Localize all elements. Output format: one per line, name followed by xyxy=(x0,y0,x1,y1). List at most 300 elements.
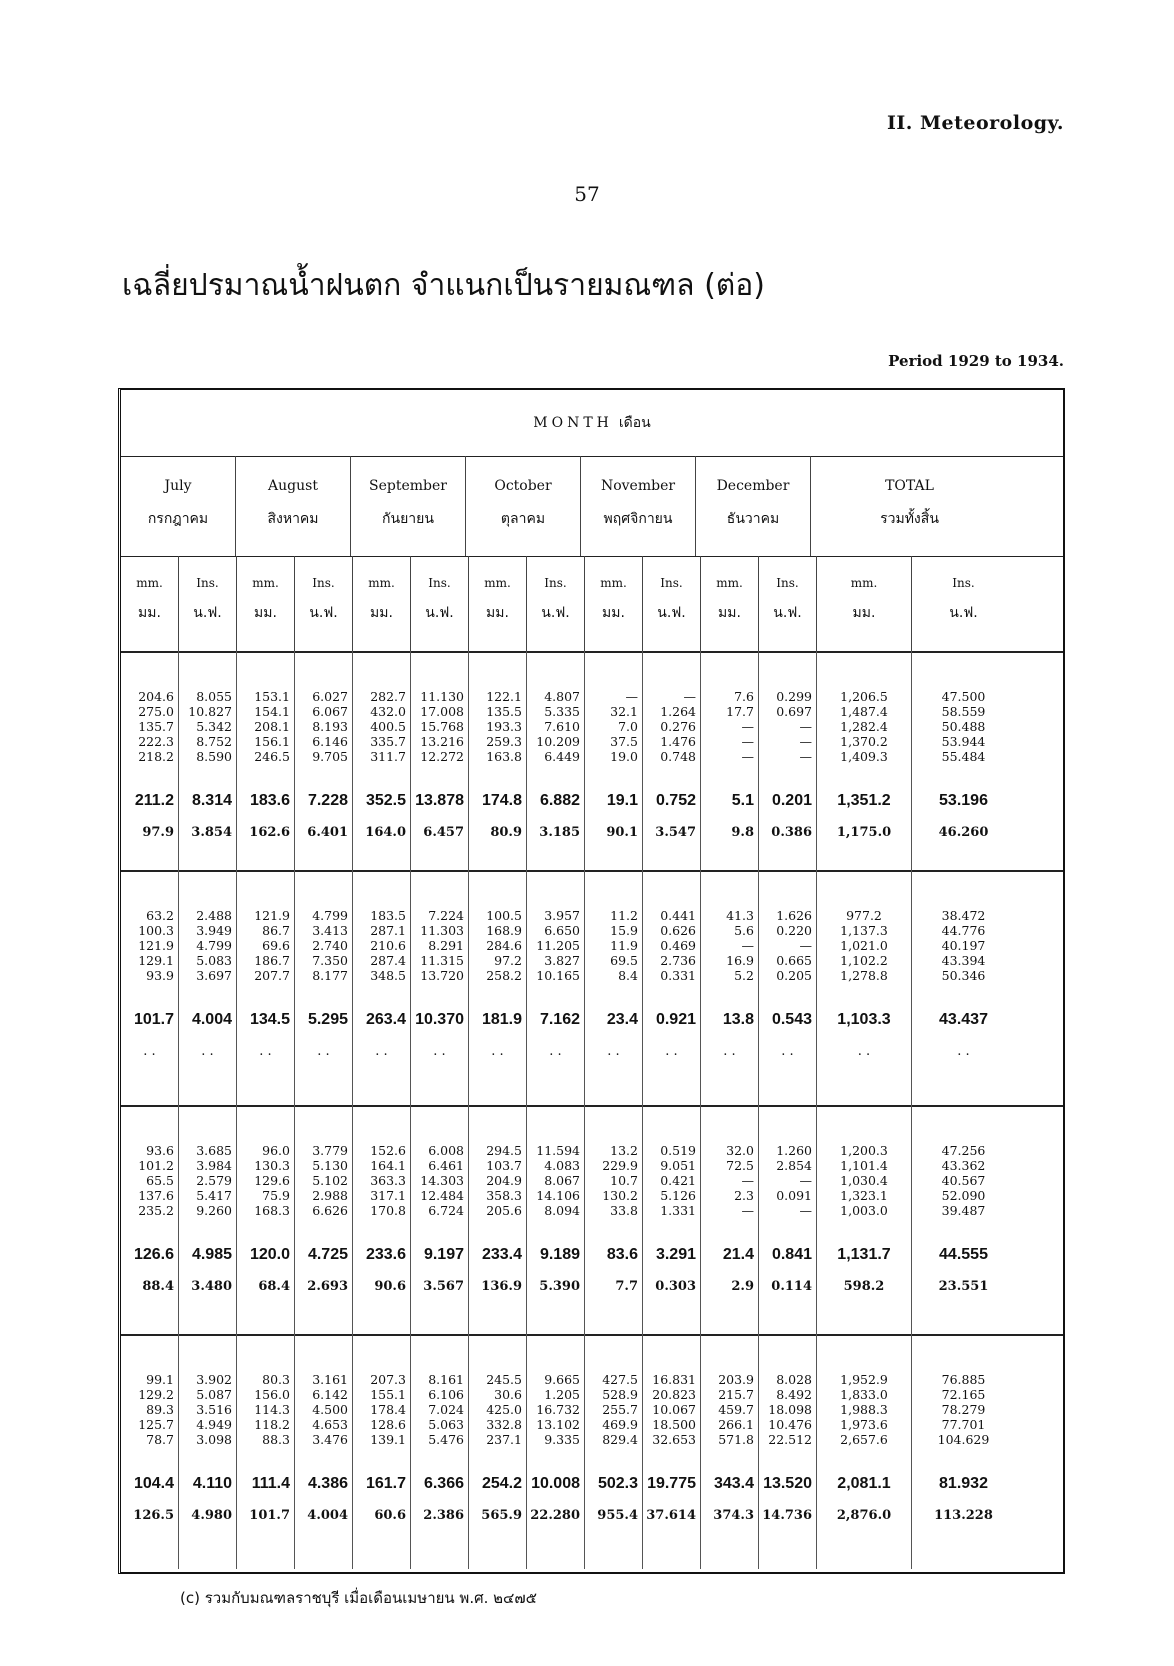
summary2-cell: 60.6 xyxy=(374,1508,406,1523)
data-cell: 10.476 xyxy=(768,1417,812,1432)
data-cell: 0.626 xyxy=(660,923,696,938)
data-cell: 6.142 xyxy=(312,1387,348,1402)
summary-cell: 43.437 xyxy=(939,1011,988,1028)
data-values xyxy=(585,908,642,983)
data-cell: 86.7 xyxy=(262,923,290,938)
unit-col xyxy=(179,556,237,651)
data-col xyxy=(759,870,817,1105)
data-values xyxy=(701,1143,758,1218)
data-cell: 363.3 xyxy=(370,1173,406,1188)
data-cell: 8.193 xyxy=(312,719,348,734)
data-values xyxy=(817,689,911,764)
summary-cell: 1,131.7 xyxy=(837,1246,891,1263)
summary-cell: 9.189 xyxy=(539,1246,580,1263)
data-col xyxy=(179,1334,237,1569)
summary-cell: 5.295 xyxy=(307,1011,348,1028)
summary-cell: 161.7 xyxy=(365,1475,406,1492)
data-cell: 0.441 xyxy=(660,908,696,923)
month-name-en: TOTAL xyxy=(885,478,934,494)
data-cell: 5.335 xyxy=(544,704,580,719)
data-cell: 427.5 xyxy=(602,1372,638,1387)
unit-col xyxy=(527,556,585,651)
data-cell: 104.629 xyxy=(937,1432,990,1447)
dots-cell: . . xyxy=(491,1044,504,1059)
data-cell: — xyxy=(625,689,638,704)
data-cell: 208.1 xyxy=(254,719,290,734)
data-cell: 259.3 xyxy=(486,734,522,749)
data-values xyxy=(585,1143,642,1218)
month-header xyxy=(121,390,1063,457)
rainfall-table xyxy=(118,388,1065,1574)
page-title: เฉลี่ยปรมาณน้ำฝนตก จำแนกเป็นรายมณฑล (ต่อ) xyxy=(122,268,765,303)
data-cell: 1,487.4 xyxy=(840,704,888,719)
month-name-th: ตุลาคม xyxy=(500,511,546,527)
data-cell: 6.449 xyxy=(544,749,580,764)
dots-cell: . . xyxy=(201,1044,214,1059)
dots-cell: . . xyxy=(857,1044,871,1059)
summary-cell: 1,351.2 xyxy=(837,792,891,809)
data-cell: 168.9 xyxy=(486,923,522,938)
summary-cell: 352.5 xyxy=(365,792,406,809)
data-cell: 3.098 xyxy=(196,1432,232,1447)
data-col xyxy=(585,1334,643,1569)
data-values xyxy=(701,689,758,764)
unit-en: Ins. xyxy=(312,576,335,590)
dots-cell: . . xyxy=(723,1044,736,1059)
data-cell: 2.736 xyxy=(660,953,696,968)
data-cell: 7.6 xyxy=(734,689,754,704)
data-cell: 0.665 xyxy=(776,953,812,968)
data-values xyxy=(912,908,1015,983)
data-values xyxy=(469,1372,526,1447)
data-cell: 129.6 xyxy=(254,1173,290,1188)
data-cell: 44.776 xyxy=(941,923,986,938)
data-cell: 4.653 xyxy=(312,1417,348,1432)
data-col xyxy=(237,870,295,1105)
month-name-th: กันยายน xyxy=(382,511,434,527)
data-cell: 3.413 xyxy=(312,923,348,938)
data-cell: 4.083 xyxy=(544,1158,580,1173)
data-cell: 17.008 xyxy=(420,704,464,719)
data-cell: 5.342 xyxy=(196,719,232,734)
data-values xyxy=(817,908,911,983)
summary2-cell: 374.3 xyxy=(713,1508,754,1523)
data-cell: 1,137.3 xyxy=(840,923,888,938)
data-cell: 11.303 xyxy=(420,923,464,938)
dots-cell: . . xyxy=(957,1044,970,1059)
data-cell: 129.1 xyxy=(138,953,174,968)
data-cell: 255.7 xyxy=(602,1402,638,1417)
summary-cell: 53.196 xyxy=(939,792,988,809)
data-values xyxy=(411,1143,468,1218)
data-cell: 8.177 xyxy=(312,968,348,983)
data-cell: 1,030.4 xyxy=(840,1173,888,1188)
data-cell: 122.1 xyxy=(486,689,522,704)
data-cell: 43.362 xyxy=(941,1158,986,1173)
data-values xyxy=(527,1372,584,1447)
data-cell: 7.350 xyxy=(312,953,348,968)
data-col xyxy=(411,870,469,1105)
data-col xyxy=(295,651,353,870)
data-cell: 10.827 xyxy=(188,704,232,719)
data-col xyxy=(759,651,817,870)
data-cell: 266.1 xyxy=(718,1417,754,1432)
unit-th: น.ฟ. xyxy=(949,605,978,621)
summary-cell: 6.366 xyxy=(423,1475,464,1492)
unit-en: mm. xyxy=(252,576,279,590)
data-cell: 207.3 xyxy=(370,1372,406,1387)
data-col xyxy=(411,651,469,870)
data-cell: 164.1 xyxy=(370,1158,406,1173)
data-values xyxy=(353,1143,410,1218)
data-cell: 118.2 xyxy=(254,1417,290,1432)
unit-en: mm. xyxy=(136,576,163,590)
summary2-cell: 14.736 xyxy=(762,1508,812,1523)
summary-cell: 2,081.1 xyxy=(837,1475,891,1492)
data-cell: 6.106 xyxy=(428,1387,464,1402)
data-section xyxy=(121,651,1063,872)
unit-col xyxy=(121,556,179,651)
data-cell: 8.4 xyxy=(618,968,638,983)
summary-cell: 10.370 xyxy=(415,1011,464,1028)
data-cell: 76.885 xyxy=(941,1372,986,1387)
data-cell: 1,323.1 xyxy=(840,1188,888,1203)
data-cell: 7.024 xyxy=(428,1402,464,1417)
data-cell: 432.0 xyxy=(370,704,406,719)
dots-cell: . . xyxy=(375,1044,388,1059)
unit-th: น.ฟ. xyxy=(657,605,686,621)
data-col xyxy=(469,1334,527,1569)
data-cell: 2.740 xyxy=(312,938,348,953)
summary-cell: 211.2 xyxy=(134,792,174,809)
data-cell: 1,952.9 xyxy=(840,1372,888,1387)
data-values xyxy=(295,1143,352,1218)
data-cell: 3.984 xyxy=(196,1158,232,1173)
data-cell: 1.264 xyxy=(660,704,696,719)
data-cell: 977.2 xyxy=(846,908,882,923)
month-col xyxy=(696,456,811,556)
footnote: (c) รวมกับมณฑลราชบุรี เมื่อเดือนเมษายน พ.ศ. ๒๔๗๕ xyxy=(180,1589,538,1607)
data-col xyxy=(585,1105,643,1334)
summary2-cell: 6.401 xyxy=(307,825,348,840)
data-cell: 3.685 xyxy=(196,1143,232,1158)
data-values xyxy=(701,1372,758,1447)
summary2-cell: 80.9 xyxy=(490,825,522,840)
summary-cell: 21.4 xyxy=(722,1246,754,1263)
data-cell: — xyxy=(741,749,754,764)
summary-cell: 0.921 xyxy=(655,1011,696,1028)
summary-cell: 13.878 xyxy=(415,792,464,809)
data-cell: — xyxy=(741,938,754,953)
data-cell: 135.5 xyxy=(486,704,522,719)
month-col xyxy=(236,456,351,556)
data-cell: — xyxy=(741,734,754,749)
data-col xyxy=(701,870,759,1105)
data-col xyxy=(179,651,237,870)
data-cell: 100.5 xyxy=(486,908,522,923)
data-cell: 3.902 xyxy=(196,1372,232,1387)
unit-th: น.ฟ. xyxy=(309,605,338,621)
data-cell: 205.6 xyxy=(486,1203,522,1218)
summary2-cell: 955.4 xyxy=(597,1508,638,1523)
data-cell: 1,200.3 xyxy=(840,1143,888,1158)
data-values xyxy=(295,1372,352,1447)
data-cell: 18.098 xyxy=(768,1402,812,1417)
data-cell: 39.487 xyxy=(941,1203,986,1218)
data-cell: 135.7 xyxy=(138,719,174,734)
data-cell: 15.9 xyxy=(610,923,638,938)
data-values xyxy=(353,908,410,983)
summary-cell: 83.6 xyxy=(606,1246,638,1263)
data-cell: 65.5 xyxy=(146,1173,174,1188)
data-cell: — xyxy=(799,1173,812,1188)
unit-col xyxy=(643,556,701,651)
summary-cell: 183.6 xyxy=(249,792,290,809)
data-cell: 294.5 xyxy=(486,1143,522,1158)
data-cell: 72.165 xyxy=(941,1387,986,1402)
data-cell: 89.3 xyxy=(146,1402,174,1417)
unit-th: มม. xyxy=(718,605,741,621)
data-cell: 47.256 xyxy=(941,1143,986,1158)
data-cell: 317.1 xyxy=(370,1188,406,1203)
summary2-cell: 90.1 xyxy=(606,825,638,840)
data-values xyxy=(353,689,410,764)
data-cell: 186.7 xyxy=(254,953,290,968)
data-cell: 93.6 xyxy=(146,1143,174,1158)
data-cell: 12.272 xyxy=(420,749,464,764)
data-col xyxy=(759,1334,817,1569)
summary-cell: 233.6 xyxy=(365,1246,406,1263)
summary2-cell: 2,876.0 xyxy=(836,1508,892,1523)
data-cell: 75.9 xyxy=(262,1188,290,1203)
data-values xyxy=(179,1372,236,1447)
page-number: 57 xyxy=(574,182,600,206)
data-col xyxy=(295,1105,353,1334)
data-cell: — xyxy=(799,938,812,953)
data-col xyxy=(527,1105,585,1334)
data-cell: 1.476 xyxy=(660,734,696,749)
data-cell: 12.484 xyxy=(420,1188,464,1203)
month-col xyxy=(121,456,236,556)
data-cell: 152.6 xyxy=(370,1143,406,1158)
unit-col xyxy=(295,556,353,651)
data-cell: 8.161 xyxy=(428,1372,464,1387)
data-section xyxy=(121,1334,1063,1569)
data-cell: 245.5 xyxy=(486,1372,522,1387)
summary2-cell: 565.9 xyxy=(481,1508,522,1523)
month-col xyxy=(581,456,696,556)
data-values xyxy=(179,1143,236,1218)
data-cell: 1,021.0 xyxy=(840,938,888,953)
data-cell: 5.2 xyxy=(734,968,754,983)
data-col xyxy=(527,870,585,1105)
data-col xyxy=(585,651,643,870)
data-cell: 0.469 xyxy=(660,938,696,953)
summary2-cell: 6.457 xyxy=(423,825,464,840)
data-cell: 829.4 xyxy=(602,1432,638,1447)
summary-cell: 111.4 xyxy=(251,1475,290,1492)
data-cell: 13.102 xyxy=(536,1417,580,1432)
data-col xyxy=(701,1105,759,1334)
data-col xyxy=(469,870,527,1105)
summary2-cell: 4.004 xyxy=(307,1508,348,1523)
data-cell: 6.461 xyxy=(428,1158,464,1173)
summary-cell: 4.725 xyxy=(307,1246,348,1263)
data-cell: 5.083 xyxy=(196,953,232,968)
data-cell: 129.2 xyxy=(138,1387,174,1402)
summary2-cell: 4.980 xyxy=(191,1508,232,1523)
data-cell: 155.1 xyxy=(370,1387,406,1402)
data-cell: 1,003.0 xyxy=(840,1203,888,1218)
data-cell: 275.0 xyxy=(138,704,174,719)
data-values xyxy=(527,1143,584,1218)
data-cell: 222.3 xyxy=(138,734,174,749)
month-name-en: September xyxy=(369,478,447,494)
dots-cell: . . xyxy=(549,1044,562,1059)
data-col xyxy=(237,1105,295,1334)
data-cell: 1,409.3 xyxy=(840,749,888,764)
data-values xyxy=(701,908,758,983)
data-cell: 40.567 xyxy=(941,1173,986,1188)
data-cell: 10.067 xyxy=(652,1402,696,1417)
summary-cell: 13.520 xyxy=(763,1475,812,1492)
summary-cell: 13.8 xyxy=(722,1011,754,1028)
data-col xyxy=(121,651,179,870)
data-cell: 237.1 xyxy=(486,1432,522,1447)
data-values xyxy=(121,1143,178,1218)
summary2-cell: 3.480 xyxy=(191,1279,232,1294)
data-cell: 3.949 xyxy=(196,923,232,938)
section-heading: II. Meteorology. xyxy=(887,112,1064,134)
unit-en: Ins. xyxy=(196,576,219,590)
data-cell: 88.3 xyxy=(262,1432,290,1447)
data-cell: 50.346 xyxy=(941,968,986,983)
month-name-en: August xyxy=(268,478,318,494)
data-col xyxy=(353,1105,411,1334)
data-cell: 2,657.6 xyxy=(840,1432,888,1447)
month-name-th: สิงหาคม xyxy=(267,511,319,527)
data-cell: 8.055 xyxy=(196,689,232,704)
data-cell: 1.331 xyxy=(660,1203,696,1218)
data-values xyxy=(527,908,584,983)
month-name-th: รวมทั้งสิ้น xyxy=(880,511,939,527)
data-col xyxy=(912,651,1015,870)
data-cell: 77.701 xyxy=(941,1417,986,1432)
summary2-cell: 3.567 xyxy=(423,1279,464,1294)
data-values xyxy=(759,689,816,764)
summary-cell: 4.110 xyxy=(192,1475,232,1492)
data-values xyxy=(121,689,178,764)
data-cell: — xyxy=(799,719,812,734)
data-col xyxy=(295,870,353,1105)
data-cell: 15.768 xyxy=(420,719,464,734)
data-cell: 6.146 xyxy=(312,734,348,749)
data-col xyxy=(527,651,585,870)
data-cell: 183.5 xyxy=(370,908,406,923)
data-col xyxy=(817,1334,912,1569)
summary2-cell: 598.2 xyxy=(843,1279,885,1294)
unit-en: mm. xyxy=(368,576,395,590)
data-cell: 5.087 xyxy=(196,1387,232,1402)
month-header-th: เดือน xyxy=(618,415,651,431)
summary2-cell: 23.551 xyxy=(938,1279,989,1294)
data-cell: 204.9 xyxy=(486,1173,522,1188)
data-values xyxy=(121,1372,178,1447)
data-values xyxy=(759,1143,816,1218)
data-col xyxy=(643,870,701,1105)
data-cell: 0.299 xyxy=(776,689,812,704)
dots-cell: . . xyxy=(665,1044,678,1059)
data-cell: 33.8 xyxy=(610,1203,638,1218)
data-cell: 20.823 xyxy=(652,1387,696,1402)
data-values xyxy=(527,689,584,764)
summary-cell: 502.3 xyxy=(597,1475,638,1492)
data-cell: — xyxy=(741,1203,754,1218)
summary-cell: 0.841 xyxy=(771,1246,812,1263)
units-row xyxy=(121,556,1063,653)
unit-col xyxy=(912,556,1015,651)
data-cell: 52.090 xyxy=(941,1188,986,1203)
summary-cell: 81.932 xyxy=(939,1475,988,1492)
summary-cell: 233.4 xyxy=(481,1246,522,1263)
data-cell: 0.331 xyxy=(660,968,696,983)
data-cell: 287.4 xyxy=(370,953,406,968)
data-cell: 459.7 xyxy=(718,1402,754,1417)
data-cell: 258.2 xyxy=(486,968,522,983)
data-cell: 348.5 xyxy=(370,968,406,983)
data-cell: 9.335 xyxy=(544,1432,580,1447)
month-names-row xyxy=(121,456,1063,557)
data-cell: 1,370.2 xyxy=(840,734,888,749)
data-cell: 10.165 xyxy=(536,968,580,983)
data-cell: 0.220 xyxy=(776,923,812,938)
summary2-cell: 9.8 xyxy=(731,825,754,840)
data-cell: 9.705 xyxy=(312,749,348,764)
data-values xyxy=(643,908,700,983)
data-cell: 5.102 xyxy=(312,1173,348,1188)
data-values xyxy=(179,689,236,764)
data-cell: 11.205 xyxy=(536,938,580,953)
summary2-cell: 5.390 xyxy=(539,1279,580,1294)
month-name-th: ธันวาคม xyxy=(726,511,780,527)
data-cell: 78.7 xyxy=(146,1432,174,1447)
summary2-cell: 7.7 xyxy=(615,1279,638,1294)
data-cell: 528.9 xyxy=(602,1387,638,1402)
data-values xyxy=(411,1372,468,1447)
summary-cell: 181.9 xyxy=(481,1011,522,1028)
month-header-en: MONTH xyxy=(533,415,613,431)
summary2-cell: 164.0 xyxy=(365,825,406,840)
data-cell: 16.9 xyxy=(726,953,754,968)
data-cell: 1,833.0 xyxy=(840,1387,888,1402)
data-cell: 53.944 xyxy=(941,734,986,749)
data-cell: 1,282.4 xyxy=(840,719,888,734)
data-cell: 5.476 xyxy=(428,1432,464,1447)
unit-th: มม. xyxy=(254,605,277,621)
data-cell: 114.3 xyxy=(254,1402,290,1417)
unit-col xyxy=(237,556,295,651)
data-section xyxy=(121,870,1063,1107)
summary2-cell: 3.547 xyxy=(655,825,696,840)
data-cell: 9.665 xyxy=(544,1372,580,1387)
data-cell: 121.9 xyxy=(138,938,174,953)
unit-th: มม. xyxy=(486,605,509,621)
unit-th: น.ฟ. xyxy=(541,605,570,621)
data-cell: 32.0 xyxy=(726,1143,754,1158)
data-cell: 153.1 xyxy=(254,689,290,704)
period-label: Period 1929 to 1934. xyxy=(888,352,1064,370)
summary-cell: 0.752 xyxy=(655,792,696,809)
